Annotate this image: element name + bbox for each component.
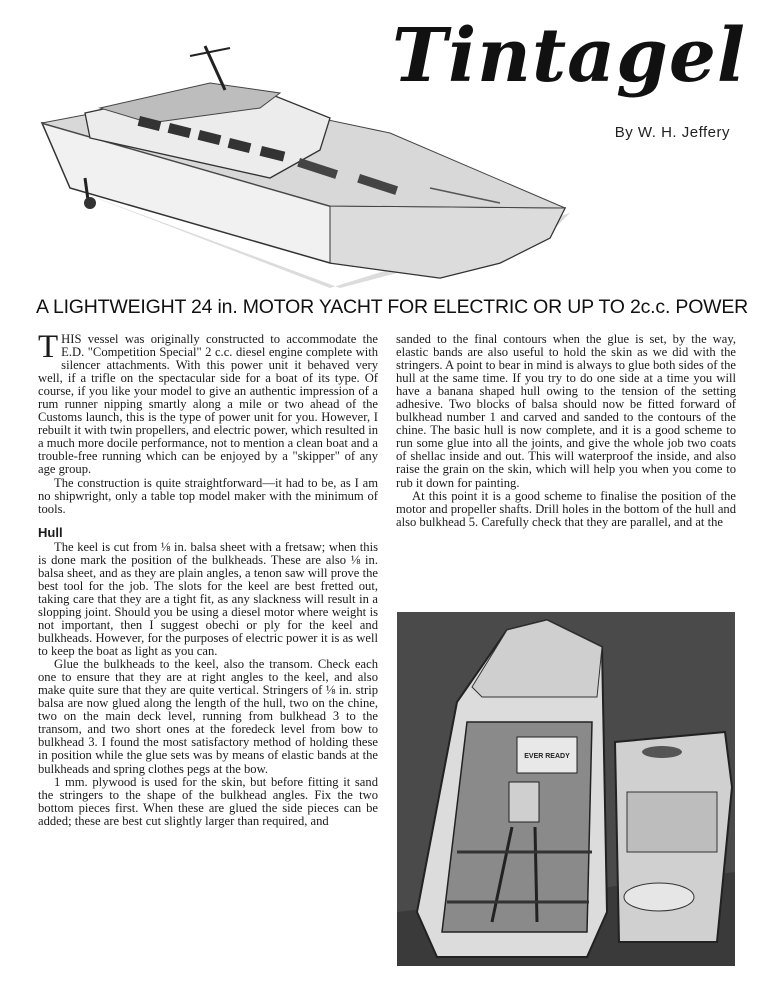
- author-byline: By W. H. Jeffery: [614, 124, 730, 141]
- left-column: [38, 329, 378, 828]
- intro-paragraph: [38, 329, 378, 477]
- body-paragraph: 1 mm. plywood is used for the skin, but before fitting it sand the stringers to the shape of the bulkhead angles. Fix the two bottom pieces first. When these are glued the side pieces can be added; these are best cut slightly larger than required, and: [38, 774, 378, 828]
- body-paragraph: Glue the bulkheads to the keel, also the transom. Check each one to ensure that they are at right angles to the keel, and also make quite sure that they are quite vertical. Stringers of ⅛ in. strip balsa are now glued along the length of the hull, two on the chine, two on the main deck level, running from bulkhead 3 to the transom, and two short ones at the foredeck level from bow to bulkhead 3. I found the most satisfactory method of holding these in position while the glue sets was by means of elastic bands at the bulkheads and spring clothes pegs at the bow.: [38, 657, 378, 776]
- hull-interior-photo: [397, 612, 735, 966]
- body-paragraph: sanded to the final contours when the glue is set, by the way, elastic bands are also useful to hold the skin as we did with the stringers. A point to bear in mind is always to glue both sides of the hull at the same time. If you try to do one side at a time you will have a banana shaped hull owing to the tension of the setting adhesive. Two blocks of balsa should now be fitted forward of bulkhead number 1 and carved and sanded to the contours of the chine. The basic hull is now complete, and it is a good scheme to run some glue into all the joints, and give the whole job two coats of shellac inside and out. This will waterproof the inside, and also raise the grain on the skin, which will help you when you come to rub it down for painting.: [396, 332, 736, 490]
- body-paragraph: The construction is quite straightforward—it had to be, as I am no shipwright, only a table top model maker with the minimum of tools.: [38, 475, 378, 516]
- article-title: Tintagel: [392, 13, 747, 99]
- article-headline: A LIGHTWEIGHT 24 in. MOTOR YACHT FOR ELECTRIC OR UP TO 2c.c. POWER: [36, 296, 749, 318]
- right-column: [396, 333, 736, 529]
- drop-cap-letter: T: [38, 329, 59, 365]
- battery-label: EVER READY: [524, 753, 570, 760]
- body-paragraph: The keel is cut from ⅛ in. balsa sheet with a fretsaw; when this is done mark the position of the bulkheads. These are also ⅛ in. balsa sheet, and as they are plain angles, a tenon saw will prove the best tool for the job. The slots for the keel are best fretted out, taking care that they are a tight fit, as any slackness will result in a slopping joint. Should you be using a diesel motor where weight is not important, then I suggest obechi or ply for the keel and bulkheads. However, for the purposes of electric power it is as well to keep the boat as light as you can.: [38, 539, 378, 659]
- paragraph-text: HIS vessel was originally constructed to accommodate the E.D. "Competition Special" 2 c.c. diesel engine complete with silencer attachments. With this power unit it behaved very well, if a trifle on the spectacular side for a boat of its type. Of course, if you like your model to give an authentic impression of a rum runner nipping smartly along a mile or two ahead of the Customs launch, this is the type of power unit for you. However, I rebuilt it with twin propellers, and electric power, which resulted in a much more docile performance, not to mention a clean boat and a trouble-free running which can be enjoyed by a "skipper" of any age group.: [38, 332, 378, 477]
- body-paragraph: At this point it is a good scheme to finalise the position of the motor and propeller shafts. Drill holes in the bottom of the hull and also bulkhead 5. Carefully check that they are parallel, and at the: [396, 488, 736, 529]
- section-heading-hull: Hull: [38, 524, 63, 540]
